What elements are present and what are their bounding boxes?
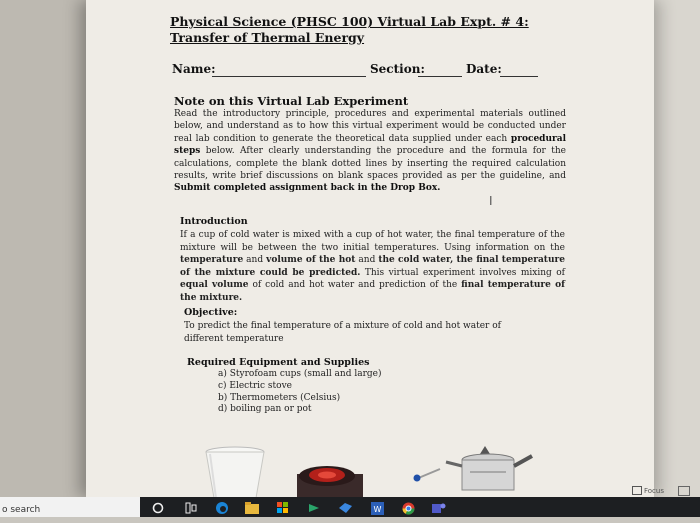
name-blank-line[interactable]	[212, 76, 366, 77]
svg-text:W: W	[373, 504, 381, 514]
vpn-icon[interactable]	[306, 501, 322, 515]
name-label: Name:	[172, 62, 216, 76]
taskbar	[0, 497, 700, 517]
word-icon[interactable]	[369, 501, 385, 515]
boiling-pot-image	[440, 446, 535, 498]
view-mode-icon[interactable]	[678, 486, 690, 496]
styrofoam-cup-image	[204, 446, 266, 498]
section-blank-line[interactable]	[418, 76, 462, 77]
task-view-icon[interactable]	[183, 501, 199, 515]
cortana-icon[interactable]	[150, 501, 166, 515]
introduction-body: If a cup of cold water is mixed with a cup of hot water, the final temperature of the mixture will be between the two initial temperatures. Using information on the temperature and volume of the hot and the cold water, the final temperature of the mixture could be predicted. This virtual experiment involves mixing of equal volume of cold and hot water and prediction of the final temperature of the mixture.	[180, 230, 566, 303]
focus-icon	[632, 486, 642, 495]
right-background	[654, 0, 700, 497]
left-background	[0, 0, 86, 497]
edge-icon[interactable]	[214, 501, 230, 515]
list-item: a) Styrofoam cups (small and large)	[218, 369, 382, 379]
chrome-icon[interactable]	[400, 501, 416, 515]
date-label: Date:	[466, 62, 502, 76]
teams-icon[interactable]	[431, 501, 447, 515]
text-cursor-icon: I	[489, 194, 493, 208]
note-heading: Note on this Virtual Lab Experiment	[174, 94, 409, 108]
equipment-list	[218, 369, 382, 416]
introduction-heading: Introduction	[180, 216, 248, 227]
objective-body: To predict the final temperature of a mixture of cold and hot water of different temperature	[184, 321, 501, 344]
mail-icon[interactable]	[338, 501, 354, 515]
taskbar-search-input[interactable]: o search	[0, 497, 140, 517]
focus-button[interactable]	[632, 486, 664, 495]
equipment-heading: Required Equipment and Supplies	[187, 357, 370, 368]
file-explorer-icon[interactable]	[244, 501, 260, 515]
list-item: b) Thermometers (Celsius)	[218, 392, 341, 403]
focus-label: Focus	[644, 486, 664, 495]
objective-heading: Objective:	[184, 307, 238, 318]
store-icon[interactable]	[275, 501, 291, 515]
list-item: d) boiling pan or pot	[218, 404, 312, 415]
note-body: Read the introductory principle, procedures and experimental materials outlined below, and understand as to how this virtual experiment would be conducted under real lab condition to generate the theoretical data supplied under each procedural steps below. After clearly understanding the procedure and the formula for the calculations, complete the blank dotted lines by inserting the required calculation results, write brief discussions on blank spaces provided as per the guideline, and Submit completed assignment back in the Drop Box.	[174, 109, 566, 194]
thermometer-image	[412, 465, 442, 483]
section-label: Section:	[370, 62, 425, 76]
date-blank-line[interactable]	[500, 76, 538, 77]
list-item: c) Electric stove	[218, 380, 292, 391]
electric-stove-image	[295, 460, 365, 498]
document-title: Physical Science (PHSC 100) Virtual Lab Expt. # 4: Transfer of Thermal Energy	[170, 14, 529, 45]
